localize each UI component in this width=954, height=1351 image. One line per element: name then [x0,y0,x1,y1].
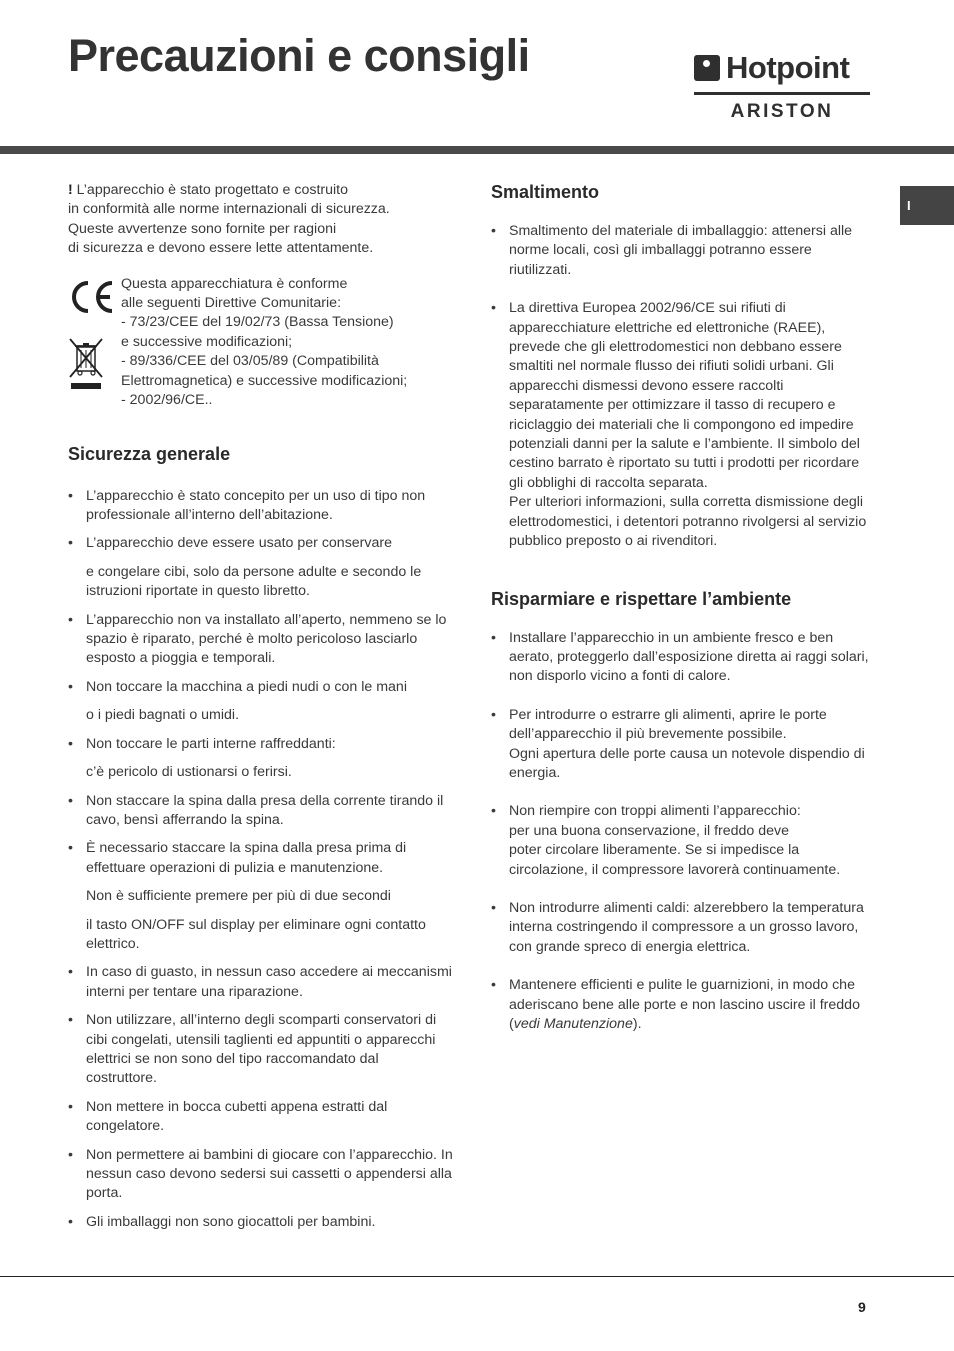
list-item: • Per introdurre o estrarre gli alimenti, aprire le porte dell’apparecchio il più brevemente possibile. Ogni apertura delle porte causa un notevole dispendio di energia. [491,706,876,784]
list-item: • Smaltimento del materiale di imballaggio: attenersi alle norme locali, così gli imballaggi potranno essere riutilizzati. [491,222,876,280]
list-item: • Non riempire con troppi alimenti l’apparecchio: per una buona conservazione, il freddo deve poter circolare liberamente. Se si impedisce la circolazione, il compressore lavorerà continuamente. [491,802,876,880]
crossed-bin-icon [68,337,104,393]
list-item: • Non staccare la spina dalla presa della corrente tirando il cavo, bensì afferrando la spina. [68,792,453,831]
left-column [68,181,453,1232]
list-item: • Non toccare le parti interne raffreddanti: [68,735,453,754]
item-text: Mantenere efficienti e pulite le guarnizioni, in modo che aderiscano bene alle porte e non lascino uscire il freddo ( [509,977,860,1032]
list-item-continuation: e congelare cibi, solo da persone adulte e secondo le istruzioni riportate in questo libretto. [86,563,422,600]
list-item: • Installare l’apparecchio in un ambiente fresco e ben aerato, proteggerlo dall’esposizione diretta ai raggi solari, non disporlo vicino a fonti di calore. [491,629,876,687]
list-item: • Non introdurre alimenti caldi: alzerebbero la temperatura interna costringendo il compressore a un grosso lavoro, con grande spreco di energia elettrica. [491,899,876,957]
list-item: • Gli imballaggi non sono giocattoli per bambini. [68,1213,453,1232]
logo-mark-icon [694,55,720,81]
right-column [491,181,876,1034]
list-item: • L’apparecchio deve essere usato per conservare [68,534,453,553]
environment-list [491,629,876,1035]
cross-reference: vedi Manutenzione [513,1016,633,1032]
list-item: • L’apparecchio non va installato all’aperto, nemmeno se lo spazio è riparato, perché è molto pericoloso lasciarlo esposto a pioggia e temporali. [68,611,453,669]
brand-logo [694,50,870,128]
ce-mark-icon [68,279,116,315]
language-tab: I [900,186,954,225]
warning-mark: ! [68,182,73,198]
list-item: • La direttiva Europea 2002/96/CE sui rifiuti di apparecchiature elettriche ed elettroniche (RAEE), prevede che gli elettrodomestici non debbano essere smaltiti nel normale flusso dei rifiuti solidi urbani. Gli apparecchi dismessi devono essere raccolti separatamente per ottimizzare il tasso di recupero e riciclaggio dei materiali che li compongono ed impedire potenziali danni per la salute e l’ambiente. Il simbolo del cestino barrato è riportato su tutti i prodotti per ricordare gli obblighi di raccolta separata. Per ulteriori informazioni, sulla corretta dismissione degli elettrodomestici, i detentori potranno rivolgersi al servizio pubblico preposto o ai rivenditori. [491,299,876,551]
list-item [491,976,876,1034]
list-item-continuation: Non è sufficiente premere per più di due secondi [86,888,391,905]
list-item-continuation: il tasto ON/OFF sul display per eliminare ogni contatto elettrico. [86,916,426,952]
item-text-end: ). [632,1016,642,1032]
disposal-heading: Smaltimento [491,182,600,202]
list-item: • Non toccare la macchina a piedi nudi o con le mani [68,678,453,697]
footer-rule [0,1276,954,1277]
list-item: • Non permettere ai bambini di giocare con l’apparecchio. In nessun caso devono sedersi sui cassetti o appendersi alla porta. [68,1146,453,1204]
safety-heading: Sicurezza generale [68,443,231,464]
list-item: • In caso di guasto, in nessun caso accedere ai meccanismi interni per tentare una riparazione. [68,963,453,1002]
disposal-list [491,222,876,552]
list-item-continuation: o i piedi bagnati o umidi. [86,707,240,724]
certification-text: Questa apparecchiatura è conforme alle seguenti Direttive Comunitarie: - 73/23/CEE del 19/02/73 (Bassa Tensione) e successive modificazioni; - 89/336/CEE del 03/05/89 (Compatibilità Elettromagnetica) e successive modificazioni; - 2002/96/CE.. [121,275,408,409]
intro-warning [68,181,453,259]
intro-text: L’apparecchio è stato progettato e costruito in conformità alle norme internazionali di sicurezza. Queste avvertenze sono fornite per ragioni di sicurezza e devono essere lette attentamente. [68,182,390,257]
environment-heading: Risparmiare e rispettare l’ambiente [491,588,792,609]
list-item: • Non mettere in bocca cubetti appena estratti dal congelatore. [68,1098,453,1137]
list-item-continuation: c’è pericolo di ustionarsi o ferirsi. [86,764,292,781]
list-item: • Non utilizzare, all’interno degli scomparti conservatori di cibi congelati, utensili taglienti ed appuntiti o apparecchi elettrici se non sono del tipo raccomandato dal costruttore. [68,1011,453,1089]
list-item: • È necessario staccare la spina dalla presa prima di effettuare operazioni di pulizia e manutenzione. [68,839,453,878]
page-number: 9 [858,1299,866,1315]
logo-divider [694,92,870,95]
page-title: Precauzioni e consigli [68,30,530,81]
logo-sub: ARISTON [730,101,834,122]
header-band [0,146,954,154]
logo-brand: Hotpoint [726,50,850,85]
certification-block [68,275,453,409]
list-item: • L’apparecchio è stato concepito per un uso di tipo non professionale all’interno dell’abitazione. [68,487,453,526]
safety-list [68,487,453,1233]
